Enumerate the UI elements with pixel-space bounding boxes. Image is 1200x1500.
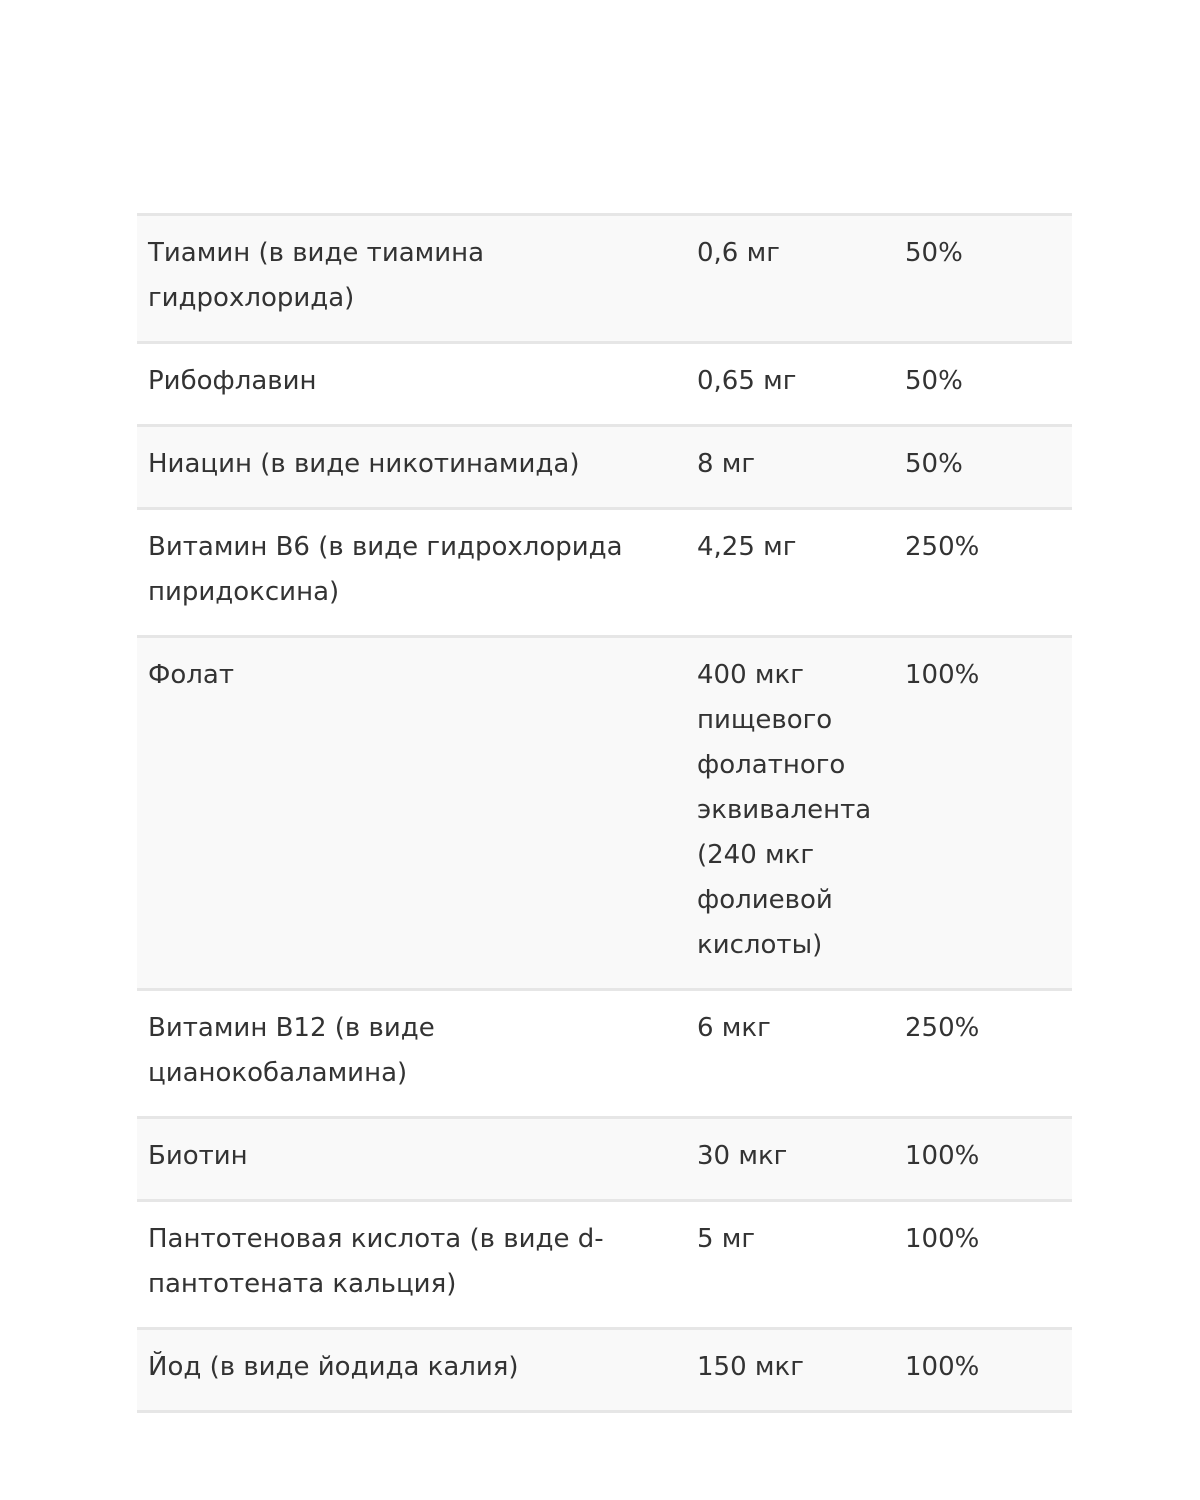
nutrient-amount: 8 мг	[697, 449, 756, 479]
nutrient-amount: 4,25 мг	[697, 532, 797, 562]
nutrient-name: Пантотеновая кислота (в виде d-пантотената кальция)	[148, 1224, 604, 1299]
nutrient-daily-value: 100%	[905, 1224, 980, 1254]
nutrient-name: Биотин	[148, 1141, 248, 1171]
nutrient-name: Витамин В12 (в виде цианокобаламина)	[148, 1013, 435, 1088]
table-row	[137, 1119, 1072, 1202]
nutrient-name: Витамин В6 (в виде гидрохлорида пиридоксина)	[148, 532, 623, 607]
nutrient-amount: 0,6 мг	[697, 238, 780, 268]
table-row	[137, 510, 1072, 638]
nutrient-table	[137, 213, 1072, 1413]
nutrient-name: Ниацин (в виде никотинамида)	[148, 449, 580, 479]
table-row	[137, 991, 1072, 1119]
nutrient-daily-value: 50%	[905, 238, 963, 268]
nutrient-daily-value: 100%	[905, 660, 980, 690]
nutrient-amount: 0,65 мг	[697, 366, 797, 396]
nutrient-amount: 5 мг	[697, 1224, 756, 1254]
nutrient-daily-value: 100%	[905, 1352, 980, 1382]
table-row	[137, 1330, 1072, 1413]
nutrient-daily-value: 250%	[905, 1013, 980, 1043]
table-row	[137, 216, 1072, 344]
nutrient-daily-value: 50%	[905, 449, 963, 479]
nutrient-name: Йод (в виде йодида калия)	[148, 1352, 519, 1382]
nutrient-daily-value: 250%	[905, 532, 980, 562]
table-row	[137, 1202, 1072, 1330]
nutrient-name: Фолат	[148, 660, 234, 690]
table-row	[137, 638, 1072, 991]
nutrient-name: Рибофлавин	[148, 366, 317, 396]
nutrient-amount: 30 мкг	[697, 1141, 788, 1171]
nutrient-amount: 400 мкг пищевого фолатного эквивалента (240 мкг фолиевой кислоты)	[697, 660, 872, 960]
nutrient-amount: 6 мкг	[697, 1013, 771, 1043]
nutrient-daily-value: 50%	[905, 366, 963, 396]
nutrient-daily-value: 100%	[905, 1141, 980, 1171]
nutrient-name: Тиамин (в виде тиамина гидрохлорида)	[148, 238, 485, 313]
table-row	[137, 427, 1072, 510]
nutrient-amount: 150 мкг	[697, 1352, 804, 1382]
table-row	[137, 344, 1072, 427]
